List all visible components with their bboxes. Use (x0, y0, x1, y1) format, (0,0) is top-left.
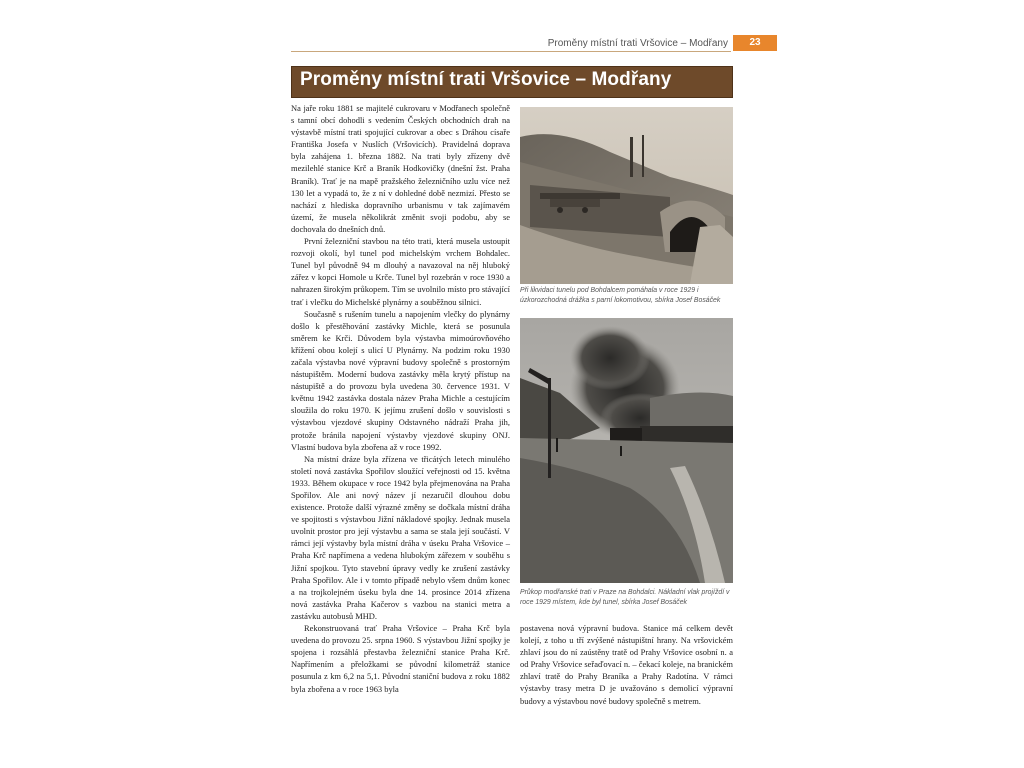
paragraph: postavena nová výpravní budova. Stanice má celkem devět kolejí, z toho u tří zvýšené nástupištní hrany. Na vršovickém zhlaví jsou do ní zaústěny tratě od Prahy Vršovice osobní n. a od Prahy Vršovice seřaďovací n. – čekací koleje, na branickém zhlaví tratě do Prahy Braníka a Prahy Radotína. V rámci výstavby trasy metra D je uvažováno s demolicí výpravní budovy a výstavbou nové budovy společně s metrem. (520, 623, 733, 706)
paragraph: Rekonstruovaná trať Praha Vršovice – Praha Krč byla uvedena do provozu 25. srpna 1960. S výstavbou Jižní spojky je spojena i rozsáhlá přestavba železniční stanice Praha Krč. Napřímením a přeložkami se původní kilometráž stanice posunula z km 6,2 na 5,1. Původní staniční budova z roku 1882 byla zbořena a v roce 1963 byla (291, 623, 510, 694)
paragraph: Současně s rušením tunelu a napojením vlečky do plynárny došlo k přestěhování zastávky Michle, která se posunula směrem ke Krči. Důvodem byla výstavba mimoúrovňového křížení obou kolejí s ulicí U Plynárny. Na podzim roku 1930 začala výstavba nové výpravní budovy společně s prostorným nástupištěm. Moderní budova zastávky měla krytý přístup na nástupiště a do provozu byla uvedena 30. července 1931. V květnu 1942 zastávka dostala název Praha Michle a cestujícím sloužila do roku 1970. K jejímu zrušení došlo v souvislosti s výstavbou vjezdové skupiny Odstavného nádraží Praha jih, protože bránila napojení výstavby vjezdové skupiny ONJ. Vlastní budova byla zbořena až v roce 1992. (291, 308, 510, 452)
paragraph: Na jaře roku 1881 se majitelé cukrovaru v Modřanech společně s tamní obcí dohodli s vedením Českých obchodních drah na výstavbě místní trati spojující cukrovar a obec s Dráhou císaře Františka Josefa v Nuslích (Vršovicích). Pravidelná doprava byla zahájena 1. března 1882. Na trati byly zřízeny dvě mezilehlé stanice Krč a Braník Hodkovičky (dnešní žst. Praha Braník). Trať je na mapě pražského železničního uzlu více než 130 let a vypadá to, že z ní v dohledné době nezmizí. Přesto se nachází z hlediska dopravního urbanismu v tak zajímavém území, že musela několikrát změnit svoji podobu, aby se dochovala do dnešních dnů. (291, 103, 510, 234)
photo-train-image (520, 318, 733, 583)
paragraph: První železniční stavbou na této trati, která musela ustoupit rozvoji okolí, byl tunel pod michelským vrchem Bohdalec. Tunel byl původně 94 m dlouhý a navazoval na něj hluboký zářez v kopci Homole u Krče. Tunel byl rozebrán v roce 1930 a nahrazen širokým průkopem. Tím se uvolnilo místo pro stávající trať i vlečku do Michelské plynárny a souběžnou silnici. (291, 236, 510, 307)
left-text-column (291, 102, 510, 695)
right-text-column (520, 622, 733, 707)
running-title: Proměny místní trati Vršovice – Modřany (547, 38, 728, 49)
photo2-caption: Průkop modřanské trati v Praze na Bohdalci. Nákladní vlak projíždí v roce 1929 místem, kde byl tunel, sbírka Josef Bosáček (520, 589, 730, 606)
paragraph: Na místní dráze byla zřízena ve třicátých letech minulého století nová zastávka Spořilov sloužící veřejnosti od 15. května 1933. Během okupace v roce 1942 byla přejmenována na Praha Spořilov. Ale ani nový název jí nezaručil dlouhou dobu existence. Protože další výrazné změny se dočkala místní dráha ve spojitosti s výstavbou Jižní nákladové spojky. Jednak musela uvolnit prostor pro její výstavbu a sama se stala její součástí. V rámci její výstavby byla místní dráha v úseku Praha Vršovice – Praha Krč napřímena a vedena hlubokým zářezem v souběhu s Jižní spojkou. Tyto stavební úpravy vedly ke zrušení zastávky Praha Spořilov. Ale i v tomto případě nebylo všem dnům konec a na trojkolejném úseku byla dne 14. prosince 2014 zřízena nová zastávka Praha Kačerov s vazbou na stanici metra a zastávku autobusů MHD. (291, 453, 510, 621)
photo1-caption: Při likvidaci tunelu pod Bohdalcem pomáhala v roce 1929 i úzkorozchodná drážka s parní lokomotivou, sbírka Josef Bosáček (520, 287, 721, 304)
article-title-bar (291, 66, 733, 98)
header-rule (291, 51, 731, 52)
photo-tunnel-demolition (520, 107, 733, 284)
article-title: Proměny místní trati Vršovice – Modřany (300, 69, 672, 90)
page-number-badge: 23 (733, 35, 777, 51)
photo-tunnel-image (520, 107, 733, 284)
photo-freight-train (520, 318, 733, 583)
